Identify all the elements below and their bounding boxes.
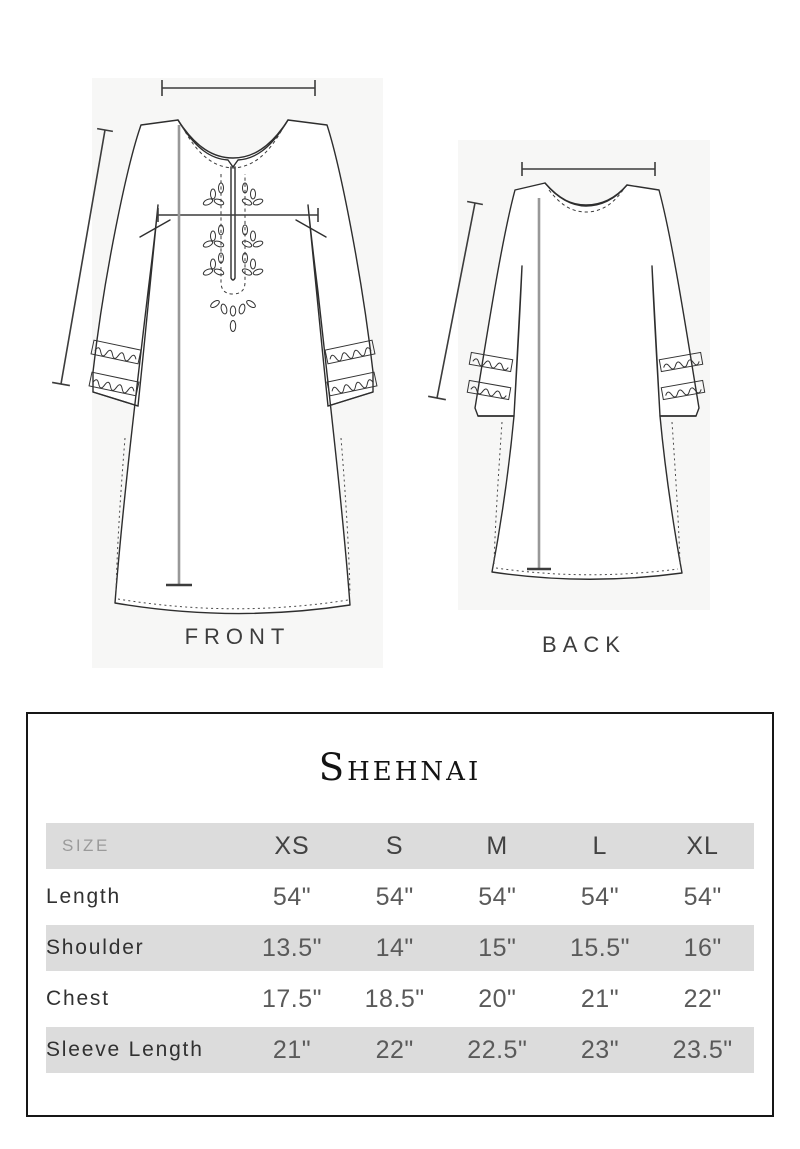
garment-back-diagram	[420, 120, 740, 680]
column-header-m: M	[486, 831, 509, 860]
size-value: 54"	[580, 882, 620, 911]
size-table	[46, 823, 754, 1073]
size-value: 54"	[478, 882, 517, 911]
size-table-header-row	[46, 823, 754, 869]
row-label: Chest	[46, 987, 110, 1010]
column-header-l: L	[592, 831, 608, 860]
size-value: 54"	[375, 882, 414, 911]
row-label: Sleeve Length	[46, 1038, 204, 1061]
size-value: 14"	[375, 933, 414, 962]
table-row	[46, 1027, 754, 1073]
front-view-label: FRONT	[184, 624, 291, 649]
table-row	[46, 971, 754, 1027]
size-value: 22.5"	[467, 1035, 528, 1064]
size-value: 13.5"	[261, 933, 323, 962]
product-title: Shehnai	[318, 746, 482, 789]
size-value: 16"	[683, 933, 722, 962]
front-garment-outline	[93, 120, 373, 614]
garment-front-diagram	[40, 70, 395, 680]
column-header-size: SIZE	[62, 836, 110, 855]
column-header-s: S	[385, 831, 404, 860]
back-view-label: BACK	[542, 632, 626, 657]
size-value: 21"	[272, 1035, 312, 1064]
size-value: 22"	[375, 1035, 414, 1064]
size-value: 21"	[580, 984, 620, 1013]
row-label: Shoulder	[46, 936, 145, 959]
column-header-xl: XL	[686, 831, 719, 860]
table-row	[46, 869, 754, 925]
size-table-wrapper	[46, 823, 754, 1073]
back-garment-outline	[475, 183, 699, 579]
size-value: 15.5"	[569, 933, 630, 962]
column-header-xs: XS	[274, 831, 310, 860]
size-value: 23.5"	[672, 1035, 733, 1064]
size-value: 17.5"	[261, 984, 323, 1013]
size-value: 23"	[580, 1035, 620, 1064]
table-row	[46, 925, 754, 971]
size-value: 22"	[683, 984, 722, 1013]
size-value: 20"	[478, 984, 517, 1013]
size-value: 54"	[683, 882, 722, 911]
row-label: Length	[46, 885, 122, 908]
size-chart-panel	[26, 712, 774, 1117]
size-value: 15"	[478, 933, 517, 962]
size-value: 18.5"	[364, 984, 425, 1013]
size-value: 54"	[272, 882, 312, 911]
